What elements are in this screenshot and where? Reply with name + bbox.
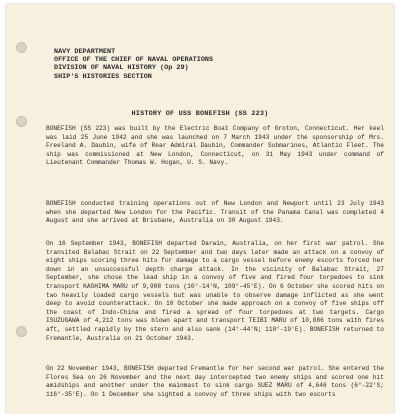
letterhead-line: DIVISION OF NAVAL HISTORY (Op 29): [54, 64, 189, 73]
paragraph-construction: BONEFISH (SS 223) was built by the Electric Boat Company of Groton, Connecticut. Her keel was laid 25 June 1942 and she was launched on 7 March 1943 under the sponsorship of Mrs. Freeland A. Daubin, wife of Rear Admiral Daubin, Commander Submarines, Atlantic Fleet. The ship was commissioned at New London, Connecticut, on 31 May 1943 under command of Lieutenant Commander Thomas W. Hogan, U. S. Navy.: [46, 125, 384, 167]
binder-hole-icon: [16, 42, 27, 53]
letterhead: [54, 48, 213, 81]
document-title: HISTORY OF USS BONEFISH (SS 223): [131, 110, 269, 118]
binder-hole-icon: [16, 326, 27, 337]
document-page: [6, 4, 394, 414]
paragraph-first-patrol: On 16 September 1943, BONEFISH departed Darwin, Australia, on her first war patrol. She transited Balabac Strait on 22 September and two days later made an attack on a convoy of eight ships scoring three hits for damage to a cargo vessel before enemy escorts forced her down in an unsuccessful depth charge attack. In the vicinity of Balabac Strait, 27 September, she chose the lead ship in a convoy of five and fired four torpedoes to sink transport KASHIMA MARU of 9,908 tons (10°-14'N, 109°-45'E). On 6 October she scored hits on two heavily loaded cargo vessels but was unable to observe damage inflicted as she went deep to avoid counterattack. On 10 October she made approach on a convoy of five ships off the coast of Indo-China and fired a spread of four torpedoes at two targets. Cargo ISUZUGAWA of 4,212 tons was blown apart and transport TEIBI MARU of 10,086 tons with fires aft, settled rapidly by the stern and also sank (14°-44'N; 110°-19'E). BONEFISH returned to Fremantle, Australia on 21 October 1943.: [46, 240, 384, 342]
letterhead-line: SHIP'S HISTORIES SECTION: [54, 72, 152, 81]
paragraph-training: BONEFISH conducted training operations out of New London and Newport until 23 July 1943 when she departed New London for the Pacific. Transit of the Panama Canal was completed 4 August and she arrived at Brisbane, Australia on 30 August 1943.: [46, 200, 384, 225]
paragraph-second-patrol: On 22 November 1943, BONEFISH departed Fremantle for her second war patrol. She entered the Flores Sea on 26 November and the next day intercepted two enemy ships and scored one hit amidships and another under the mainmast to sink cargo SUEZ MARU of 4,646 tons (6°-22'S; 116°-35'E). On 1 December she sighted a convoy of three ships with two escorts: [46, 365, 384, 398]
letterhead-line: NAVY DEPARTMENT: [54, 48, 116, 56]
letterhead-line: OFFICE OF THE CHIEF OF NAVAL OPERATIONS: [54, 56, 214, 65]
